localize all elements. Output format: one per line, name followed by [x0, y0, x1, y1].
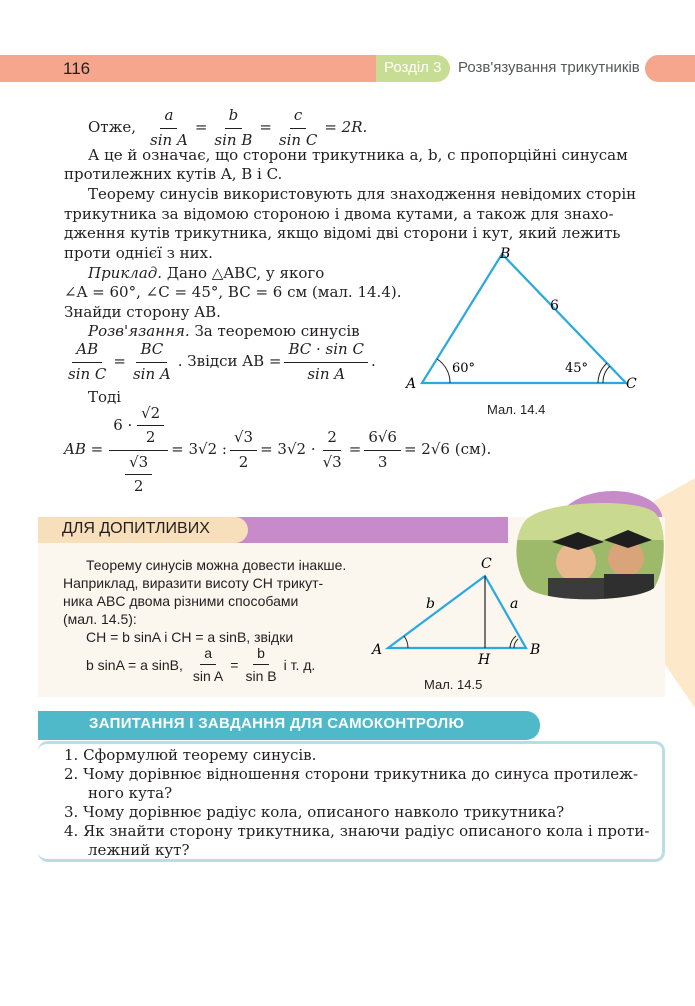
- para1-line1: А це й означає, що сторони трикутника a, b, c пропорційні синусам: [88, 146, 628, 164]
- example-line3: Знайди сторону AB.: [64, 303, 221, 321]
- question-1: 1. Сформулюй теорему синусів.: [64, 746, 317, 764]
- curiosity-line6: b sinA = a sinB, $\frac{a}{\text{sin A}}$ = $\frac{b}{\text{sin B}}$ і т. д.: [86, 645, 316, 684]
- question-2-line1: 2. Чому дорівнює відношення сторони трикутника до синуса протилеж-: [64, 765, 639, 783]
- side-length-label: 6: [550, 298, 559, 314]
- questions-title: ЗАПИТАННЯ І ЗАВДАННЯ ДЛЯ САМОКОНТРОЛЮ: [89, 715, 465, 732]
- curiosity-line3: ника ABC двома різними способами: [63, 593, 299, 609]
- fig145-H-label: H: [478, 652, 491, 668]
- header-band-left: [0, 55, 392, 82]
- question-4-line2: лежний кут?: [88, 841, 190, 859]
- curiosity-line4: (мал. 14.5):: [63, 611, 137, 627]
- angle-A-label: 60°: [452, 361, 476, 376]
- para2-line3: дження кутів трикутника, якщо відомі дві сторони і кут, який лежить: [64, 224, 621, 242]
- solution-formula: $\frac{AB}{\text{sin C}}$ = $\frac{BC}{\text{sin A}}$ . Звідси AB = $\frac{\text{BC · sin C}}{\text{sin A}}$ .: [68, 340, 376, 383]
- angle-C-label: 45°: [565, 361, 589, 376]
- figure-14-4: [400, 242, 650, 398]
- curiosity-line5: CH = b sinA і CH = a sinB, звідки: [86, 629, 294, 645]
- fraction-a-sinA: $\frac{a}{\text{sin A}}$: [150, 106, 188, 149]
- figure-14-5: [368, 552, 548, 672]
- chapter-title: Розв'язування трикутників: [458, 59, 640, 76]
- solution-line: Розв'язання. За теоремою синусів: [88, 322, 360, 340]
- header-band-right: [645, 55, 695, 82]
- fig145-b-label: b: [426, 596, 435, 612]
- fraction-c-sinC: $\frac{c}{\text{sin C}}$: [278, 106, 318, 149]
- para1-line2: протилежних кутів A, B і C.: [64, 165, 283, 183]
- chapter-label: Розділ 3: [384, 59, 442, 76]
- vertex-C-label: C: [626, 376, 637, 392]
- fig145-B-label: B: [530, 642, 541, 658]
- example-line2: ∠A = 60°, ∠C = 45°, BC = 6 см (мал. 14.4).: [64, 283, 402, 301]
- para2-line4: проти однієї з них.: [64, 244, 213, 262]
- para2-line2: трикутника за відомою стороною і двома кутами, а також для знахо-: [64, 205, 614, 223]
- otzhe-word: Отже,: [88, 118, 137, 137]
- figure-14-4-caption: Мал. 14.4: [487, 402, 546, 417]
- page-number: 116: [63, 59, 91, 78]
- calculation-line: AB = 6 · $\frac{√2}{2}$ $\frac{√3}{2}$ = 3√2 : $\frac{√3}{2}$ = 3√2 · $\frac{2}{√3}$ = $\frac{6√6}{3}$ = 2√6 (см).: [64, 403, 492, 495]
- fraction-b-sinB: $\frac{b}{\text{sin B}}$: [214, 106, 253, 149]
- todi-word: Тоді: [88, 388, 122, 406]
- curiosity-line2: Наприклад, виразити висоту CH трикут-: [63, 575, 324, 591]
- curiosity-line1: Теорему синусів можна довести інакше.: [86, 557, 347, 573]
- equals-2R: = 2R.: [324, 118, 368, 137]
- figure-14-5-caption: Мал. 14.5: [424, 677, 483, 692]
- fig145-C-label: C: [481, 556, 492, 572]
- question-4-line1: 4. Як знайти сторону трикутника, знаючи радіус описаного кола і проти-: [64, 822, 650, 840]
- fig145-a-label: a: [510, 596, 519, 612]
- example-line1: Приклад. Дано △ABC, у якого: [88, 264, 325, 282]
- fig145-A-label: A: [372, 642, 383, 658]
- question-2-line2: ного кута?: [88, 784, 173, 802]
- curiosity-title: ДЛЯ ДОПИТЛИВИХ: [62, 520, 210, 537]
- sine-law-formula: Отже, $\frac{a}{\text{sin A}}$ = $\frac{b}{\text{sin B}}$ = $\frac{c}{\text{sin C}}$ = 2R.: [88, 106, 368, 149]
- question-3: 3. Чому дорівнює радіус кола, описаного навколо трикутника?: [64, 803, 565, 821]
- vertex-A-label: A: [406, 376, 417, 392]
- para2-line1: Теорему синусів використовують для знаходження невідомих сторін: [88, 185, 637, 203]
- vertex-B-label: B: [500, 246, 511, 262]
